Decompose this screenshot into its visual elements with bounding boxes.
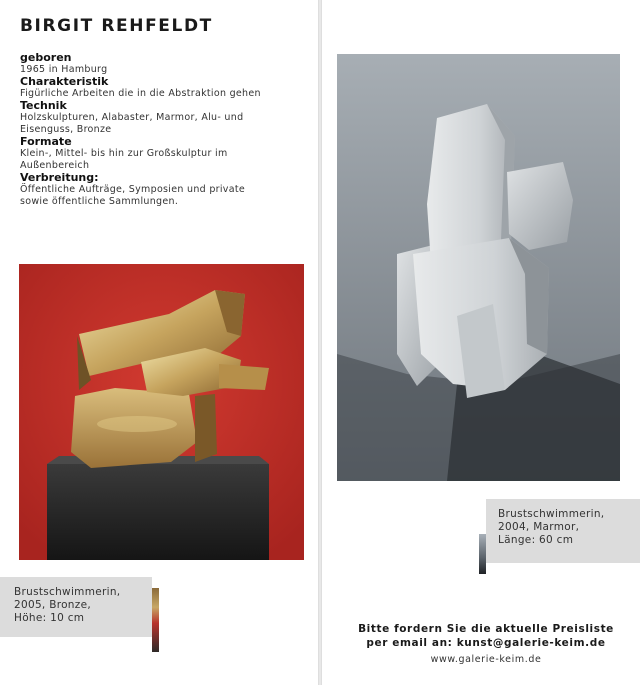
bio-text-formats-line2: Außenbereich [20, 160, 90, 171]
bronze-work-caption [0, 577, 152, 637]
bronze-sculpture-photo [19, 264, 304, 560]
caption-dimension: Höhe: 10 cm [14, 612, 85, 624]
price-list-note [336, 622, 636, 650]
caption-dimension: Länge: 60 cm [498, 534, 574, 546]
bio-heading-technique: Technik [20, 99, 67, 112]
caption-title: Brustschwimmerin, [14, 586, 121, 598]
bio-text-formats-line1: Klein-, Mittel- bis hin zur Großskulptur im [20, 148, 228, 159]
bio-heading-characteristic: Charakteristik [20, 75, 109, 88]
bio-text-technique-line1: Holzskulpturen, Alabaster, Marmor, Alu- und [20, 112, 244, 123]
bronze-thumbnail-strip [152, 588, 159, 652]
artist-name: BIRGIT REHFELDT [20, 16, 213, 36]
bio-heading-born: geboren [20, 51, 72, 64]
gallery-website-link[interactable]: www.galerie-keim.de [430, 654, 542, 665]
bio-heading-distribution: Verbreitung: [20, 171, 99, 184]
bio-text-distribution-line1: Öffentliche Aufträge, Symposien und private [20, 184, 246, 195]
price-list-request: Bitte fordern Sie die aktuelle Preisliste [358, 623, 614, 635]
marble-sculpture-photo [337, 54, 620, 481]
bio-heading-formats: Formate [20, 135, 72, 148]
price-list-email[interactable]: per email an: kunst@galerie-keim.de [366, 637, 606, 649]
bio-text-technique-line2: Eisenguss, Bronze [20, 124, 112, 135]
marble-thumbnail-strip [479, 534, 486, 574]
bio-text-born: 1965 in Hamburg [20, 64, 108, 75]
marble-work-caption [486, 499, 640, 563]
caption-year-material: 2004, Marmor, [498, 521, 580, 533]
bio-text-distribution-line2: sowie öffentliche Sammlungen. [20, 196, 179, 207]
caption-year-material: 2005, Bronze, [14, 599, 91, 611]
left-page [0, 0, 318, 685]
caption-title: Brustschwimmerin, [498, 508, 605, 520]
bio-text-characteristic: Figürliche Arbeiten die in die Abstraktion gehen [20, 88, 261, 99]
biography [20, 52, 305, 208]
